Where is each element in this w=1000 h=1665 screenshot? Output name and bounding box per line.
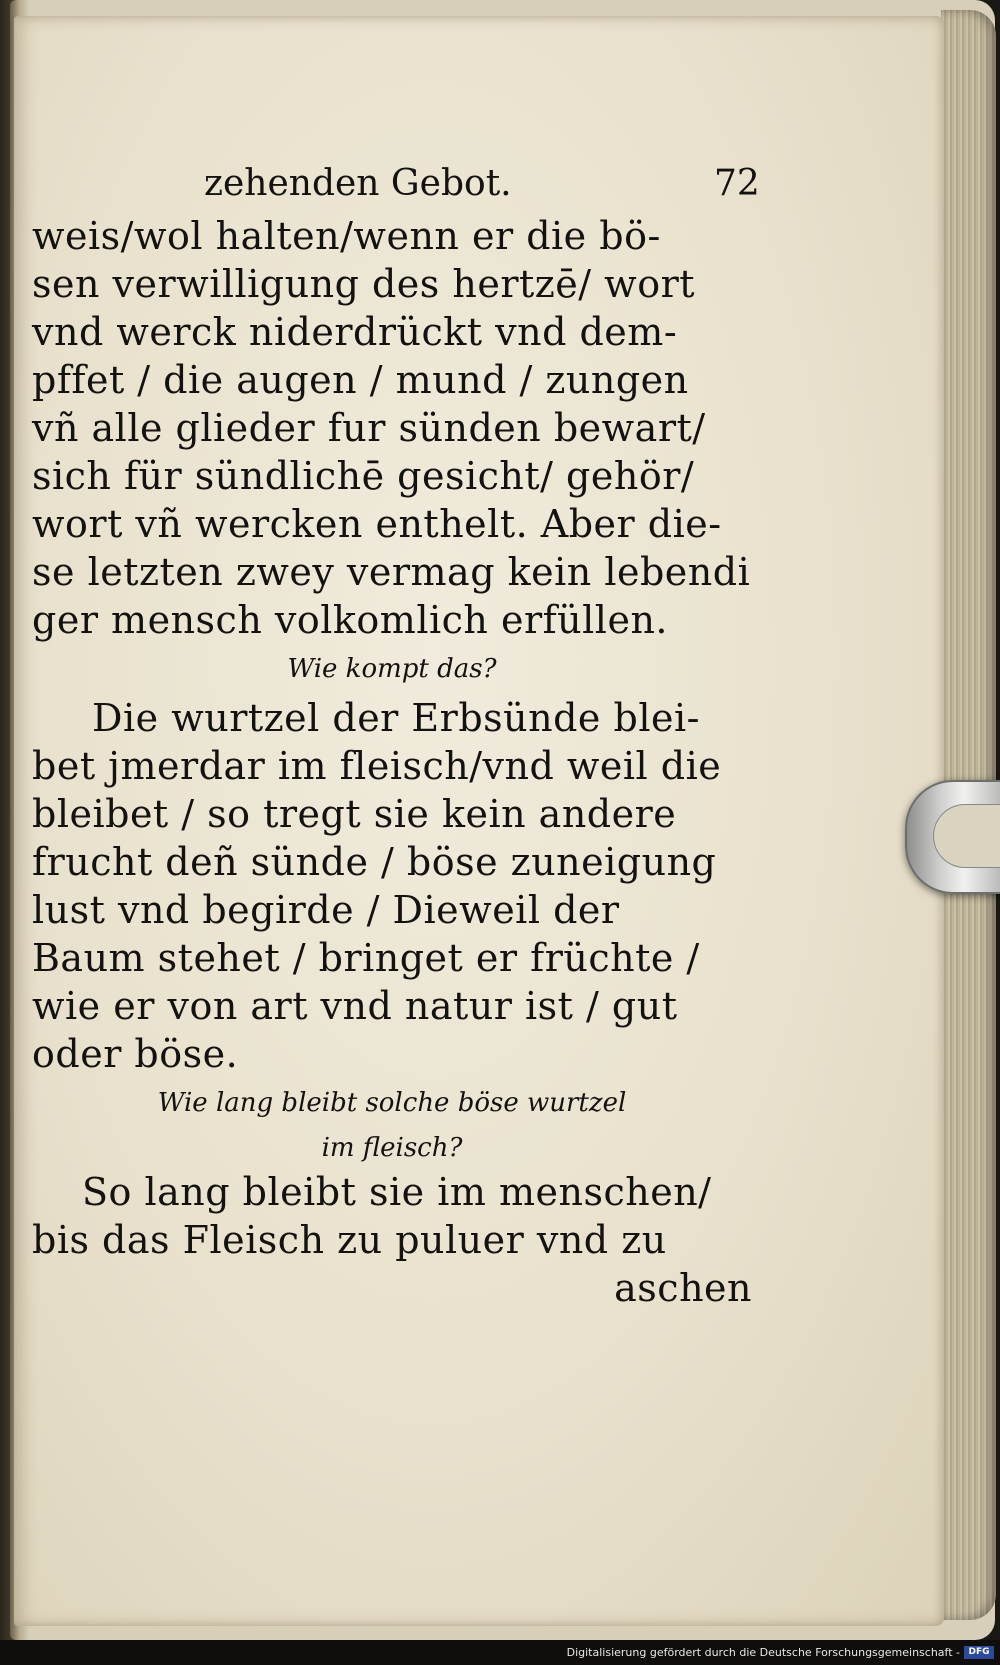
text-line: sich für sündlichē gesicht/ gehör/ xyxy=(32,454,695,498)
text-line: vnd werck niderdrückt vnd dem- xyxy=(32,310,678,354)
footer-bar xyxy=(0,1640,1000,1665)
text-line: wie er von art vnd natur ist / gut xyxy=(32,984,678,1028)
text-line: frucht deñ sünde / böse zuneigung xyxy=(32,840,717,884)
text-line: bleibet / so tregt sie kein andere xyxy=(32,792,677,836)
question-heading-1: Wie kompt das? xyxy=(287,654,497,684)
book-page xyxy=(14,16,944,1626)
paragraph-2 xyxy=(32,694,752,1078)
clip-inner xyxy=(933,804,1000,868)
paragraph-1 xyxy=(32,212,752,644)
funding-credit: Digitalisierung gefördert durch die Deutsche Forschungsgemeinschaft - xyxy=(566,1646,960,1659)
text-line: oder böse. xyxy=(32,1032,239,1076)
text-line: se letzten zwey vermag kein lebendi xyxy=(32,550,751,594)
metal-page-clip xyxy=(905,780,1000,894)
paragraph-3 xyxy=(32,1168,752,1264)
text-line: vñ alle glieder fur sünden bewart/ xyxy=(32,406,706,450)
question-heading-2-line-2: im fleisch? xyxy=(321,1133,463,1163)
folio-number: 72 xyxy=(714,163,760,204)
text-line: Die wurtzel der Erbsünde blei- xyxy=(92,696,700,740)
text-line: pffet / die augen / mund / zungen xyxy=(32,358,689,402)
dfg-logo: DFG xyxy=(964,1646,994,1659)
running-head xyxy=(32,156,760,212)
text-line: wort vñ wercken enthelt. Aber die- xyxy=(32,502,722,546)
page-text xyxy=(32,156,760,1312)
text-line: So lang bleibt sie im menschen/ xyxy=(82,1170,712,1214)
text-line: ger mensch volkomlich erfüllen. xyxy=(32,598,669,642)
catchword: aschen xyxy=(614,1266,752,1310)
text-line: Baum stehet / bringet er früchte / xyxy=(32,936,700,980)
text-line: bis das Fleisch zu puluer vnd zu xyxy=(32,1218,667,1262)
text-line: bet jmerdar im fleisch/vnd weil die xyxy=(32,744,722,788)
running-head-title: zehenden Gebot. xyxy=(204,163,512,204)
text-line: lust vnd begirde / Dieweil der xyxy=(32,888,620,932)
text-line: weis/wol halten/wenn er die bö- xyxy=(32,214,661,258)
question-heading-2-line-1: Wie lang bleibt solche böse wurtzel xyxy=(157,1088,627,1118)
text-line: sen verwilligung des hertzē/ wort xyxy=(32,262,696,306)
